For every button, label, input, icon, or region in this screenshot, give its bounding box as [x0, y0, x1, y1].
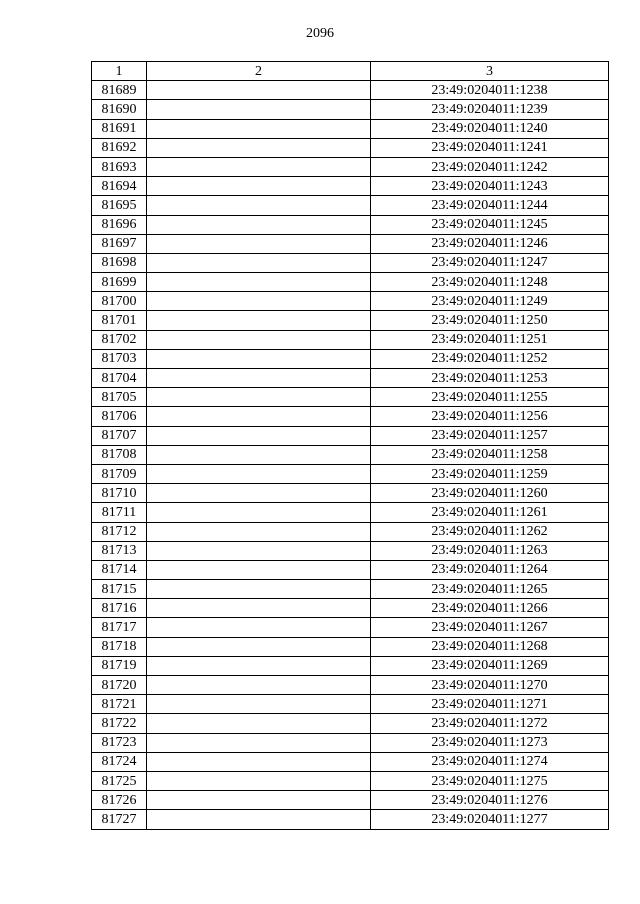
cadastral-number-cell: 23:49:0204011:1252 — [371, 349, 609, 368]
cadastral-number-cell: 23:49:0204011:1264 — [371, 560, 609, 579]
cadastral-number-cell: 23:49:0204011:1242 — [371, 157, 609, 176]
row-number-cell: 81724 — [92, 752, 147, 771]
row-empty-cell — [147, 292, 371, 311]
row-number-cell: 81700 — [92, 292, 147, 311]
cadastral-number-cell: 23:49:0204011:1270 — [371, 676, 609, 695]
row-empty-cell — [147, 407, 371, 426]
table-row — [92, 177, 609, 196]
table-row — [92, 215, 609, 234]
row-number-cell: 81691 — [92, 119, 147, 138]
table-row — [92, 771, 609, 790]
table-row — [92, 81, 609, 100]
table-row — [92, 253, 609, 272]
table-row — [92, 330, 609, 349]
cadastral-number-cell: 23:49:0204011:1261 — [371, 503, 609, 522]
cadastral-number-cell: 23:49:0204011:1248 — [371, 273, 609, 292]
row-number-cell: 81716 — [92, 599, 147, 618]
row-empty-cell — [147, 733, 371, 752]
row-empty-cell — [147, 138, 371, 157]
row-empty-cell — [147, 599, 371, 618]
row-empty-cell — [147, 503, 371, 522]
cadastral-number-cell: 23:49:0204011:1257 — [371, 426, 609, 445]
row-empty-cell — [147, 541, 371, 560]
table-row — [92, 541, 609, 560]
row-empty-cell — [147, 656, 371, 675]
row-empty-cell — [147, 196, 371, 215]
row-number-cell: 81709 — [92, 464, 147, 483]
cadastral-number-cell: 23:49:0204011:1238 — [371, 81, 609, 100]
table-row — [92, 273, 609, 292]
row-number-cell: 81689 — [92, 81, 147, 100]
row-number-cell: 81695 — [92, 196, 147, 215]
row-number-cell: 81717 — [92, 618, 147, 637]
cadastral-number-cell: 23:49:0204011:1276 — [371, 791, 609, 810]
page-number: 2096 — [306, 26, 334, 41]
row-number-cell: 81723 — [92, 733, 147, 752]
table-row — [92, 656, 609, 675]
row-empty-cell — [147, 445, 371, 464]
row-empty-cell — [147, 311, 371, 330]
table-row — [92, 388, 609, 407]
table-row — [92, 599, 609, 618]
row-empty-cell — [147, 177, 371, 196]
row-empty-cell — [147, 349, 371, 368]
cadastral-number-cell: 23:49:0204011:1274 — [371, 752, 609, 771]
table-row — [92, 234, 609, 253]
table-row — [92, 311, 609, 330]
table-row — [92, 560, 609, 579]
row-empty-cell — [147, 388, 371, 407]
row-empty-cell — [147, 81, 371, 100]
table-row — [92, 714, 609, 733]
row-number-cell: 81725 — [92, 771, 147, 790]
cadastral-number-cell: 23:49:0204011:1240 — [371, 119, 609, 138]
row-empty-cell — [147, 119, 371, 138]
cadastral-number-cell: 23:49:0204011:1267 — [371, 618, 609, 637]
cadastral-number-cell: 23:49:0204011:1269 — [371, 656, 609, 675]
row-empty-cell — [147, 676, 371, 695]
row-empty-cell — [147, 771, 371, 790]
table-row — [92, 695, 609, 714]
row-number-cell: 81713 — [92, 541, 147, 560]
row-number-cell: 81718 — [92, 637, 147, 656]
row-empty-cell — [147, 580, 371, 599]
row-number-cell: 81721 — [92, 695, 147, 714]
cadastral-number-cell: 23:49:0204011:1243 — [371, 177, 609, 196]
cadastral-number-cell: 23:49:0204011:1260 — [371, 484, 609, 503]
row-number-cell: 81708 — [92, 445, 147, 464]
row-empty-cell — [147, 791, 371, 810]
cadastral-number-cell: 23:49:0204011:1263 — [371, 541, 609, 560]
table-header — [92, 62, 609, 81]
row-number-cell: 81714 — [92, 560, 147, 579]
cadastral-number-cell: 23:49:0204011:1241 — [371, 138, 609, 157]
column-header-3: 3 — [371, 62, 609, 81]
table-row — [92, 157, 609, 176]
row-number-cell: 81692 — [92, 138, 147, 157]
row-number-cell: 81720 — [92, 676, 147, 695]
table-row — [92, 138, 609, 157]
table-row — [92, 810, 609, 829]
row-number-cell: 81722 — [92, 714, 147, 733]
row-empty-cell — [147, 369, 371, 388]
cadastral-number-cell: 23:49:0204011:1251 — [371, 330, 609, 349]
row-empty-cell — [147, 273, 371, 292]
table-row — [92, 522, 609, 541]
table-body — [92, 81, 609, 829]
row-number-cell: 81694 — [92, 177, 147, 196]
table-row — [92, 580, 609, 599]
table-row — [92, 676, 609, 695]
row-number-cell: 81698 — [92, 253, 147, 272]
row-number-cell: 81702 — [92, 330, 147, 349]
row-number-cell: 81704 — [92, 369, 147, 388]
table-row — [92, 637, 609, 656]
row-empty-cell — [147, 714, 371, 733]
row-number-cell: 81706 — [92, 407, 147, 426]
row-number-cell: 81697 — [92, 234, 147, 253]
cadastral-number-cell: 23:49:0204011:1265 — [371, 580, 609, 599]
row-empty-cell — [147, 484, 371, 503]
row-empty-cell — [147, 157, 371, 176]
row-number-cell: 81703 — [92, 349, 147, 368]
row-empty-cell — [147, 426, 371, 445]
row-empty-cell — [147, 810, 371, 829]
table-row — [92, 119, 609, 138]
row-number-cell: 81712 — [92, 522, 147, 541]
cadastral-number-cell: 23:49:0204011:1277 — [371, 810, 609, 829]
table-row — [92, 733, 609, 752]
row-number-cell: 81707 — [92, 426, 147, 445]
table-row — [92, 752, 609, 771]
cadastral-number-cell: 23:49:0204011:1245 — [371, 215, 609, 234]
row-number-cell: 81710 — [92, 484, 147, 503]
cadastral-number-cell: 23:49:0204011:1255 — [371, 388, 609, 407]
cadastral-number-cell: 23:49:0204011:1253 — [371, 369, 609, 388]
table-row — [92, 791, 609, 810]
cadastral-number-cell: 23:49:0204011:1262 — [371, 522, 609, 541]
cadastral-number-cell: 23:49:0204011:1275 — [371, 771, 609, 790]
table-row — [92, 445, 609, 464]
registry-table — [91, 61, 609, 830]
cadastral-number-cell: 23:49:0204011:1247 — [371, 253, 609, 272]
row-number-cell: 81705 — [92, 388, 147, 407]
cadastral-number-cell: 23:49:0204011:1259 — [371, 464, 609, 483]
table-row — [92, 618, 609, 637]
cadastral-number-cell: 23:49:0204011:1239 — [371, 100, 609, 119]
table-row — [92, 503, 609, 522]
cadastral-number-cell: 23:49:0204011:1258 — [371, 445, 609, 464]
cadastral-number-cell: 23:49:0204011:1272 — [371, 714, 609, 733]
table-row — [92, 369, 609, 388]
row-empty-cell — [147, 253, 371, 272]
header-row — [92, 62, 609, 81]
cadastral-number-cell: 23:49:0204011:1256 — [371, 407, 609, 426]
cadastral-number-cell: 23:49:0204011:1246 — [371, 234, 609, 253]
row-empty-cell — [147, 100, 371, 119]
table-row — [92, 464, 609, 483]
row-number-cell: 81693 — [92, 157, 147, 176]
column-header-1: 1 — [92, 62, 147, 81]
table-row — [92, 196, 609, 215]
row-empty-cell — [147, 215, 371, 234]
cadastral-number-cell: 23:49:0204011:1273 — [371, 733, 609, 752]
row-number-cell: 81727 — [92, 810, 147, 829]
table-row — [92, 292, 609, 311]
row-empty-cell — [147, 560, 371, 579]
row-empty-cell — [147, 330, 371, 349]
cadastral-number-cell: 23:49:0204011:1250 — [371, 311, 609, 330]
cadastral-number-cell: 23:49:0204011:1268 — [371, 637, 609, 656]
cadastral-number-cell: 23:49:0204011:1266 — [371, 599, 609, 618]
row-empty-cell — [147, 752, 371, 771]
cadastral-number-cell: 23:49:0204011:1244 — [371, 196, 609, 215]
table-row — [92, 100, 609, 119]
column-header-2: 2 — [147, 62, 371, 81]
row-number-cell: 81696 — [92, 215, 147, 234]
row-empty-cell — [147, 637, 371, 656]
table-row — [92, 407, 609, 426]
table-row — [92, 349, 609, 368]
row-number-cell: 81719 — [92, 656, 147, 675]
row-empty-cell — [147, 522, 371, 541]
row-number-cell: 81715 — [92, 580, 147, 599]
row-empty-cell — [147, 618, 371, 637]
row-empty-cell — [147, 695, 371, 714]
row-empty-cell — [147, 234, 371, 253]
row-number-cell: 81701 — [92, 311, 147, 330]
row-empty-cell — [147, 464, 371, 483]
row-number-cell: 81726 — [92, 791, 147, 810]
row-number-cell: 81690 — [92, 100, 147, 119]
table-row — [92, 484, 609, 503]
row-number-cell: 81711 — [92, 503, 147, 522]
cadastral-number-cell: 23:49:0204011:1249 — [371, 292, 609, 311]
cadastral-number-cell: 23:49:0204011:1271 — [371, 695, 609, 714]
table-row — [92, 426, 609, 445]
row-number-cell: 81699 — [92, 273, 147, 292]
